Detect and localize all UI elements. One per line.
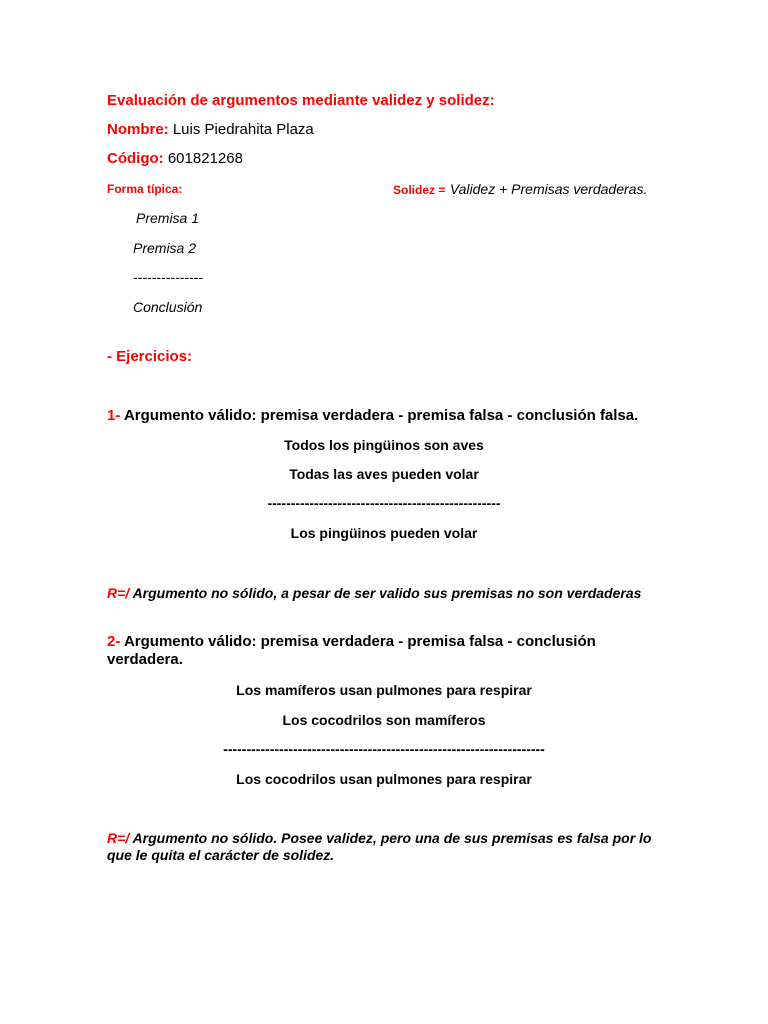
- exercise-1-premise-2: Todas las aves pueden volar: [289, 466, 479, 482]
- exercise-2-answer-text: Argumento no sólido. Posee validez, pero una de sus premisas es falsa por lo que le quita el carácter de solidez.: [107, 830, 652, 863]
- forma-premisa-2: Premisa 2: [133, 240, 197, 256]
- forma-divider: ---------------: [133, 269, 203, 285]
- exercise-1-number: 1-: [107, 407, 121, 424]
- solidez-definition: [393, 180, 647, 199]
- exercise-2-number: 2-: [107, 633, 121, 650]
- exercise-1-answer-label: R=/: [107, 585, 130, 601]
- exercise-1-divider: --------------------------------------------------: [267, 495, 501, 511]
- forma-premisa-1: Premisa 1: [136, 210, 200, 226]
- code-value: 601821268: [167, 150, 243, 167]
- exercise-1-premise-1: Todos los pingüinos son aves: [284, 437, 484, 453]
- code-label: Código:: [107, 150, 164, 167]
- exercise-2-divider: ---------------------------------------------------------------------: [223, 741, 545, 757]
- exercise-2-statement: [107, 633, 627, 669]
- exercise-2-answer-label: R=/: [107, 830, 130, 846]
- document-title: Evaluación de argumentos mediante validez y solidez:: [107, 92, 495, 109]
- exercise-2-text: Argumento válido: premisa verdadera - premisa falsa - conclusión verdadera.: [107, 633, 596, 668]
- forma-conclusion: Conclusión: [133, 299, 203, 315]
- exercise-1-answer: [107, 585, 667, 602]
- exercise-2-conclusion: Los cocodrilos usan pulmones para respirar: [236, 771, 532, 787]
- solidez-formula: Validez + Premisas verdaderas.: [449, 181, 648, 197]
- exercise-1-statement: [107, 407, 638, 425]
- exercise-2-answer: [107, 830, 652, 864]
- code-line: [107, 150, 243, 168]
- exercise-2-premise-1: Los mamíferos usan pulmones para respirar: [236, 682, 532, 698]
- exercise-1-text: Argumento válido: premisa verdadera - premisa falsa - conclusión falsa.: [123, 407, 639, 424]
- exercises-heading: - Ejercicios:: [107, 348, 193, 365]
- exercise-1-conclusion: Los pingüinos pueden volar: [290, 525, 478, 541]
- name-label: Nombre:: [107, 121, 169, 138]
- solidez-label: Solidez =: [393, 183, 446, 197]
- name-line: [107, 121, 314, 139]
- forma-tipica-label: Forma típica:: [107, 182, 183, 196]
- exercise-2-premise-2: Los cocodrilos son mamíferos: [282, 712, 486, 728]
- exercise-1-answer-text: Argumento no sólido, a pesar de ser valido sus premisas no son verdaderas: [132, 585, 642, 601]
- name-value: Luis Piedrahita Plaza: [172, 121, 314, 138]
